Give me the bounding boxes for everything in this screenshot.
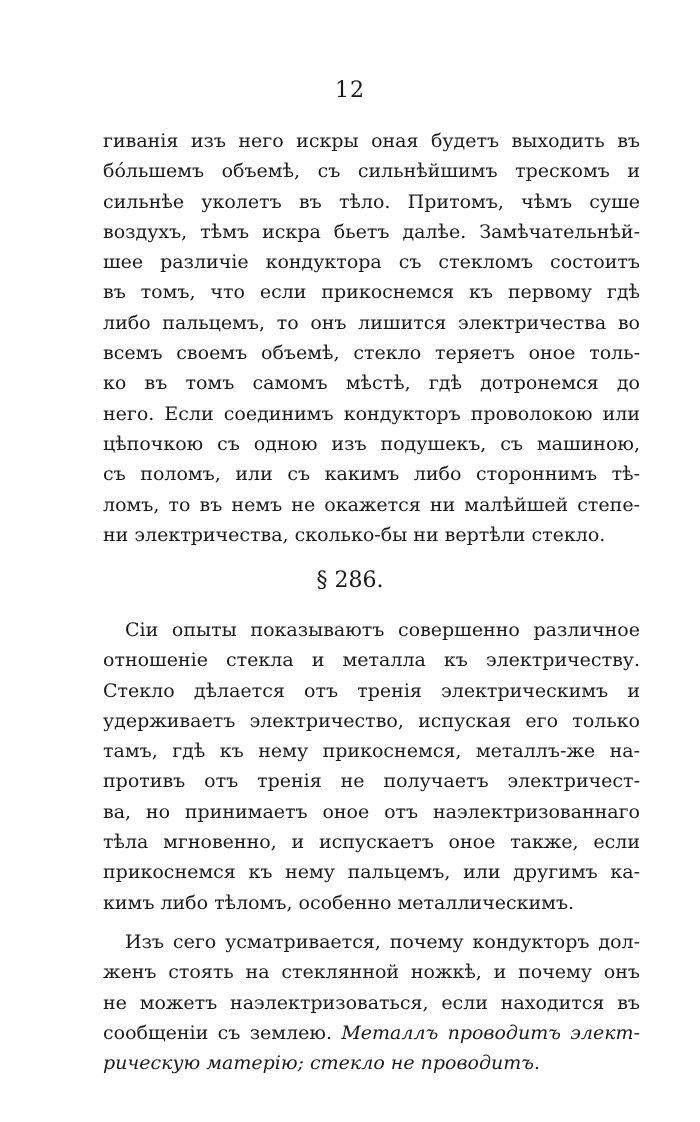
paragraph-1 bbox=[103, 126, 640, 550]
paragraph-2-line: противъ отъ тренія не получаетъ электричест- bbox=[103, 770, 640, 793]
paragraph-2-line: прикоснемся къ нему пальцемъ, или другимъ ка- bbox=[103, 861, 640, 884]
paragraph-3-line: Изъ сего усматривается, почему кондукторъ дол- bbox=[125, 931, 640, 953]
paragraph-2-line: отношеніе стекла и металла къ электричеству. bbox=[103, 649, 640, 672]
paragraph-1-line: сильнѣе уколетъ въ тѣло. Притомъ, чѣмъ суше bbox=[103, 190, 640, 213]
paragraph-3-line: женъ стоять на стеклянной ножкѣ, и почему онъ bbox=[103, 961, 640, 984]
paragraph-3 bbox=[103, 927, 640, 1078]
paragraph-1-line: въ томъ, что если прикоснемся къ первому гдѣ bbox=[103, 281, 640, 304]
paragraph-1-line: него. Если соединимъ кондукторъ проволокою или bbox=[103, 402, 640, 425]
paragraph-1-line: съ поломъ, или съ какимъ либо стороннимъ тѣ- bbox=[103, 463, 640, 486]
paragraph-2-line: тамъ, гдѣ къ нему прикоснемся, металлъ-же на- bbox=[103, 740, 640, 763]
paragraph-1-line: цѣпочкою съ одною изъ подушекъ, съ машиною, bbox=[103, 432, 640, 455]
paragraph-1-line: либо пальцемъ, то онъ лишится электричества во bbox=[103, 311, 640, 334]
paragraph-1-line: ни электричества, сколько-бы ни вертѣли стекло. bbox=[103, 523, 606, 546]
paragraph-3-line-mixed bbox=[103, 1018, 640, 1048]
paragraph-2-line: ва, но принимаетъ оное отъ наэлектризованнаго bbox=[103, 800, 640, 823]
paragraph-1-line: всемъ своемъ объемѣ, стекло теряетъ оное толь- bbox=[103, 342, 640, 365]
paragraph-3-line: не можетъ наэлектризоваться, если находится въ bbox=[103, 991, 640, 1014]
paragraph-2-line: Стекло дѣлается отъ тренія электрическимъ и bbox=[103, 679, 640, 702]
paragraph-3-italic-text: Металлъ проводитъ элект- bbox=[341, 1021, 640, 1044]
paragraph-1-line: воздухъ, тѣмъ искра бьетъ далѣе. Замѣчательнѣй- bbox=[103, 220, 640, 243]
paragraph-1-line: бóльшемъ объемѣ, съ сильнѣйшимъ трескомъ и bbox=[103, 160, 640, 183]
section-heading: § 286. bbox=[316, 568, 384, 593]
paragraph-2-line: тѣла мгновенно, и испускаетъ оное такжe, если bbox=[103, 831, 640, 854]
paragraph-2-line: удерживаетъ электричество, испуская его только bbox=[103, 709, 640, 732]
paragraph-1-line: ломъ, то въ немъ не окажется ни малѣйшей степе- bbox=[103, 493, 640, 516]
paragraph-3-regular-text: сообщеніи съ землею. bbox=[103, 1021, 342, 1044]
paragraph-2-line: кимъ либо тѣломъ, особенно металлическимъ. bbox=[103, 891, 575, 914]
paragraph-3-italic-text: рическую матерію; стекло не проводитъ. bbox=[103, 1052, 540, 1075]
paragraph-2 bbox=[103, 615, 640, 918]
paragraph-1-line: ко въ томъ самомъ мѣстѣ, гдѣ дотронемся до bbox=[103, 372, 640, 395]
paragraph-3-line-italic bbox=[103, 1048, 640, 1078]
paragraph-1-line: шее различіе кондуктора съ стекломъ состоитъ bbox=[103, 251, 640, 274]
paragraph-1-line: гиванія изъ него искры оная будетъ выходить въ bbox=[103, 130, 640, 152]
paragraph-2-line: Сіи опыты показываютъ совершенно различное bbox=[125, 619, 640, 641]
page-number: 12 bbox=[335, 78, 365, 103]
